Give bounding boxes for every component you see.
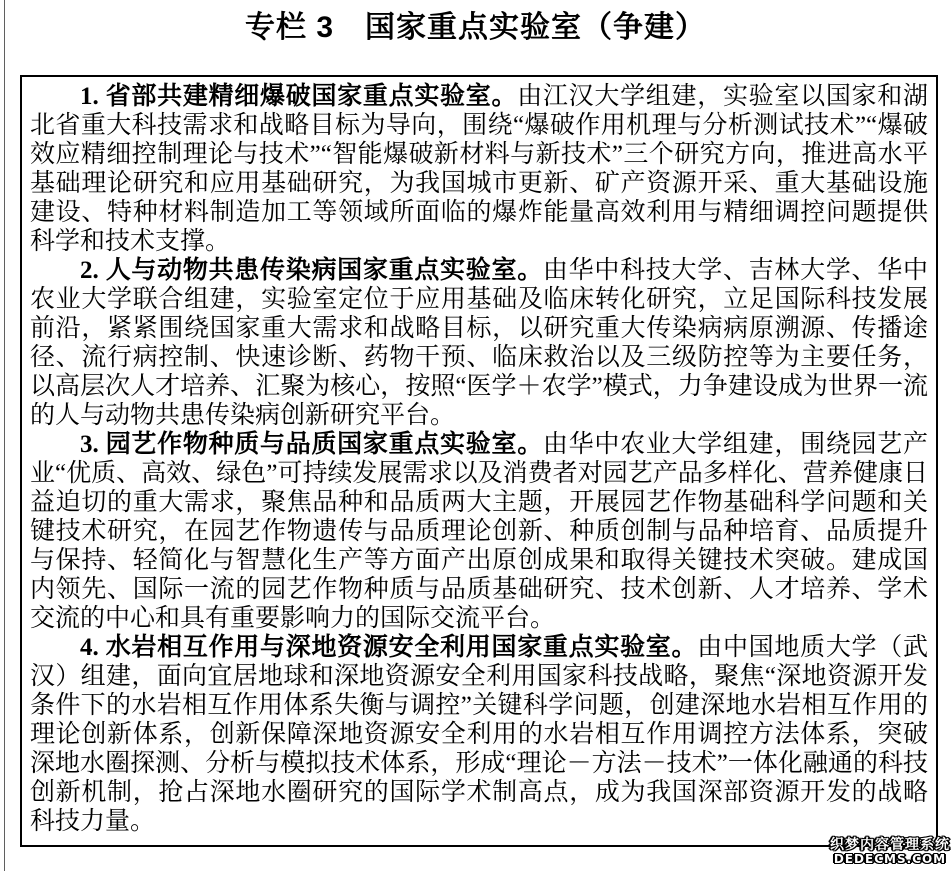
paragraph-lead: 3. 园艺作物种质与品质国家重点实验室。 xyxy=(80,431,543,458)
paragraph-lab-1 xyxy=(30,82,928,256)
paragraph-lab-3 xyxy=(30,430,928,633)
paragraph-body: 由华中农业大学组建，围绕园艺产业“优质、高效、绿色”可持续发展需求以及消费者对园艺产品多样化、营养健康日益迫切的重大需求，聚焦品种和品质两大主题，开展园艺作物基础科学问题和关键技术研究，在园艺作物遗传与品质理论创新、种质创制与品种培育、品质提升与保持、轻简化与智慧化生产等方面产出原创成果和取得关键技术突破。建成国内领先、国际一流的园艺作物种质与品质基础研究、技术创新、人才培养、学术交流的中心和具有重要影响力的国际交流平台。 xyxy=(30,431,928,632)
watermark-line2: DEDECMS.COM xyxy=(833,852,947,867)
document-title: 专栏 3 国家重点实验室（争建） xyxy=(244,11,707,44)
paragraph-body: 由江汉大学组建，实验室以国家和湖北省重大科技需求和战略目标为导向，围绕“爆破作用机理与分析测试技术”“爆破效应精细控制理论与技术”“智能爆破新材料与新技术”三个研究方向，推进高水平基础理论研究和应用基础研究，为我国城市更新、矿产资源开采、重大基础设施建设、特种材料制造加工等领域所面临的爆炸能量高效利用与精细调控问题提供科学和技术支撑。 xyxy=(30,83,928,255)
watermark xyxy=(830,837,950,867)
paragraph-lead: 1. 省部共建精细爆破国家重点实验室。 xyxy=(80,83,518,110)
paragraph-lab-2 xyxy=(30,256,928,430)
paragraph-lead: 2. 人与动物共患传染病国家重点实验室。 xyxy=(80,257,543,284)
paragraph-lead: 4. 水岩相互作用与深地资源安全利用国家重点实验室。 xyxy=(80,634,698,661)
paragraph-body: 由中国地质大学（武汉）组建，面向宜居地球和深地资源安全利用国家科技战略，聚焦“深地资源开发条件下的水岩相互作用体系失衡与调控”关键科学问题，创建深地水岩相互作用的理论创新体系，创新保障深地资源安全利用的水岩相互作用调控方法体系，突破深地水圈探测、分析与模拟技术体系，形成“理论－方法－技术”一体化融通的科技创新机制，抢占深地水圈研究的国际学术制高点，成为我国深部资源开发的战略科技力量。 xyxy=(30,634,928,835)
paragraph-body: 由华中科技大学、吉林大学、华中农业大学联合组建，实验室定位于应用基础及临床转化研究，立足国际科技发展前沿，紧紧围绕国家重大需求和战略目标，以研究重大传染病病原溯源、传播途径、流行病控制、快速诊断、药物干预、临床救治以及三级防控等为主要任务，以高层次人才培养、汇聚为核心，按照“医学＋农学”模式，力争建设成为世界一流的人与动物共患传染病创新研究平台。 xyxy=(30,257,928,429)
paragraph-lab-4 xyxy=(30,633,928,836)
page-edge-line xyxy=(4,0,5,871)
watermark-line1: 织梦内容管理系统 xyxy=(830,837,950,854)
content-box xyxy=(20,75,938,847)
